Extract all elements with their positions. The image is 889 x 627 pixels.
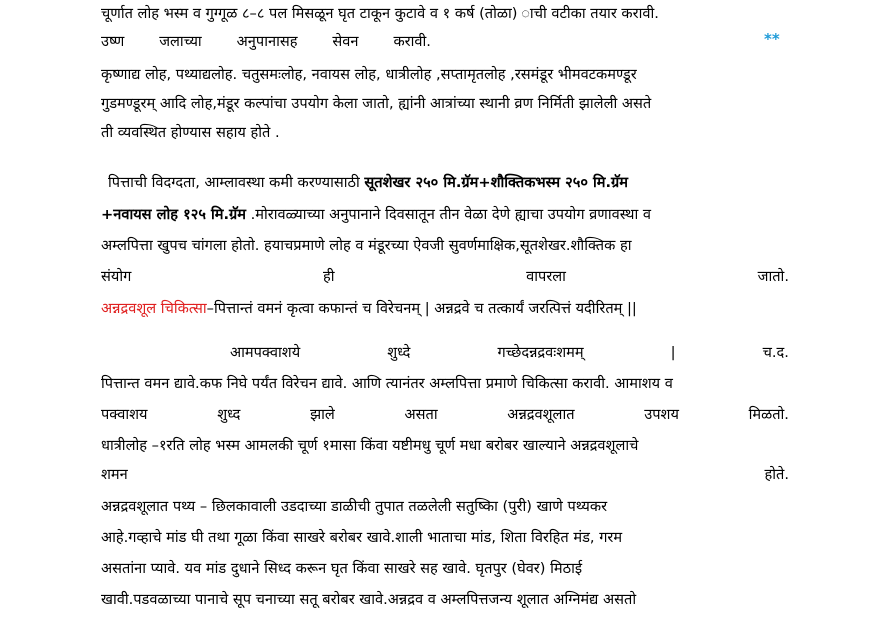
- shloka-text: –पित्तान्तं वमनं कृत्वा कफान्तं च विरेचनम् | अन्नद्रवे च तत्कार्यं जरत्पित्तं यदीरितम् ||: [206, 300, 637, 317]
- dosage-text: सूतशेखर २५० मि.ग्रॅम+शौक्तिकभस्म २५० मि.ग्रॅम: [364, 174, 629, 191]
- word: असता: [404, 406, 438, 423]
- word: झाले: [310, 406, 335, 423]
- word: उपशय: [644, 406, 679, 423]
- paragraph-line-justified: [101, 266, 789, 288]
- paragraph-line: अन्नद्रवशूलात पथ्य – छिलकावाली उडदाच्या डाळीची तुपात तळलेली सतुष्किा (पुरी) खाणे पथ्यकर: [101, 498, 608, 515]
- verse-line: [230, 342, 789, 364]
- word: संयोग: [101, 268, 132, 285]
- word: आमपक्वाशये: [230, 344, 301, 361]
- citation: च.द.: [762, 344, 789, 361]
- word: शुध्दे: [387, 344, 411, 361]
- word: वापरला: [526, 268, 566, 285]
- word: सेवन: [332, 33, 359, 50]
- paragraph-line: ती व्यवस्थित होण्यास सहाय होते .: [101, 124, 280, 141]
- word: होते.: [764, 466, 789, 483]
- word: गच्छेदन्नद्रवःशमम्: [497, 344, 584, 361]
- dosage-text: +नवायस लोह १२५ मि.ग्रॅम: [101, 206, 246, 223]
- paragraph-line-justified: [101, 31, 431, 53]
- word: उष्ण: [101, 33, 125, 50]
- paragraph-line: [108, 172, 789, 194]
- text-run: पित्ताची विदग्दता, आम्लावस्था कमी करण्यासाठी: [108, 174, 365, 191]
- asterisk-marker: **: [764, 30, 780, 48]
- word: पक्वाशय: [101, 406, 148, 423]
- paragraph-line-justified: [101, 404, 789, 426]
- section-line: [101, 298, 789, 320]
- paragraph-line: धात्रीलोह –१रति लोह भस्म आमलकी चूर्ण १मासा किंवा यष्टीमधु चूर्ण मधा बरोबर खाल्याने अन्नद्रवशूलाचे: [101, 437, 639, 454]
- text-run: .मोरावळ्याच्या अनुपानाने दिवसातून तीन वेळा देणे ह्याचा उपयोग व्रणावस्था व: [246, 206, 651, 223]
- paragraph-line: अम्लपित्ता खुपच चांगला होतो. हयाचप्रमाणे लोह व मंडूरच्या ऐवजी सुवर्णमाक्षिक,सूतशेखर.शौक्तिक हा: [101, 237, 632, 254]
- paragraph-line: खावी.पडवळाच्या पानाचे सूप चनाच्या सतू बरोबर खावे.अन्नद्रव व अम्लपित्तजन्य शूलात अग्निमंद्य असतो: [101, 591, 637, 608]
- paragraph-line: पित्तान्त वमन द्यावे.कफ निघे पर्यंत विरेचन द्यावे. आणि त्यानंतर अम्लपित्ता प्रमाणे चिकित्सा करावी. आमाशय व: [101, 375, 673, 392]
- paragraph-line: आहे.गव्हाचे मांड घी तथा गूळा किंवा साखरे बरोबर खावे.शाली भाताचा मांड, शिता विरहित मंड, गरम: [101, 529, 623, 546]
- word: अन्नद्रवशूलात: [507, 406, 575, 423]
- word: करावी.: [393, 33, 431, 50]
- word: |: [670, 344, 676, 361]
- paragraph-line: [101, 204, 789, 226]
- word: शुध्द: [217, 406, 241, 423]
- paragraph-line-justified: [101, 464, 789, 486]
- word: शमन: [101, 466, 128, 483]
- word: अनुपानासह: [236, 33, 298, 50]
- word: जलाच्या: [159, 33, 202, 50]
- paragraph-line: कृष्णाद्य लोह, पथ्याद्यलोह. चतुसमःलोह, नवायस लोह, धात्रीलोह ,सप्तामृतलोह ,रसमंडूर भीमवटकमण्डूर: [101, 66, 637, 83]
- word: जातो.: [757, 268, 789, 285]
- paragraph-line: चूर्णात लोह भस्म व गुग्गूळ ८–८ पल मिसळून घृत टाकून कुटावे व १ कर्ष (तोळा) ाची वटीका तयार करावी.: [101, 5, 659, 22]
- word: मिळतो.: [748, 406, 789, 423]
- word: ही: [322, 268, 335, 285]
- section-heading: अन्नद्रवशूल चिकित्सा: [101, 300, 207, 317]
- paragraph-line: गुडमण्डूरम् आदि लोह,मंडूर कल्पांचा उपयोग केला जातो, ह्यांनी आत्रांच्या स्थानी व्रण निर्मिती झालेली असते: [101, 95, 652, 112]
- paragraph-line: असतांना प्यावे. यव मांड दुधाने सिध्द करून घृत किंवा साखरे सह खावे. घृतपुर (घेवर) मिठाई: [101, 560, 583, 577]
